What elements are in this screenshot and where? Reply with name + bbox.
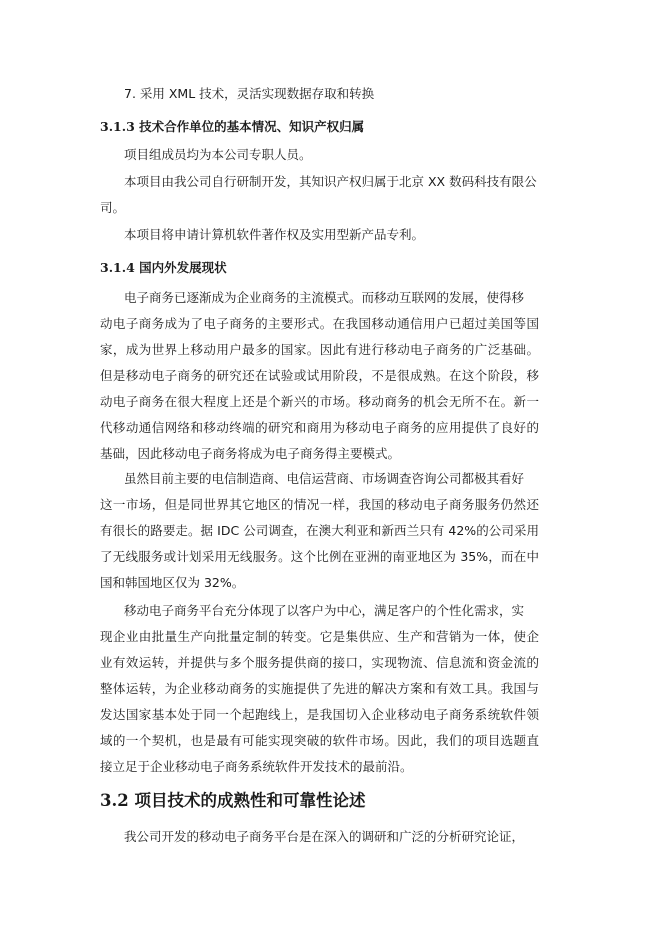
paragraph-line: 移动电子商务平台充分体现了以客户为中心，满足客户的个性化需求，实 [124,603,525,618]
paragraph-line: 动电子商务在很大程度上还是个新兴的市场。移动商务的机会无所不在。新一 [100,394,539,409]
paragraph-line: 动电子商务成为了电子商务的主要形式。在我国移动通信用户已超过美国等国 [100,316,539,331]
paragraph-line: 我公司开发的移动电子商务平台是在深入的调研和广泛的分析研究论证， [124,829,525,844]
list-item-7: 7. 采用 XML 技术，灵活实现数据存取和转换 [124,86,375,101]
paragraph-line: 项目组成员均为本公司专职人员。 [124,147,312,162]
section-heading-3-1-4: 3.1.4 国内外发展现状 [100,260,227,275]
paragraph-line: 基础，因此移动电子商务将成为电子商务得主要模式。 [100,446,401,461]
paragraph-line: 家，成为世界上移动用户最多的国家。因此有进行移动电子商务的广泛基础。 [100,342,539,357]
section-heading-3-2: 3.2 项目技术的成熟性和可靠性论述 [100,791,366,810]
paragraph-line: 了无线服务或计划采用无线服务。这个比例在亚洲的南亚地区为 35%，而在中 [100,549,539,564]
paragraph-line: 接立足于企业移动电子商务系统软件开发技术的最前沿。 [100,759,413,774]
paragraph-line: 本项目将申请计算机软件著作权及实用型新产品专利。 [124,227,425,242]
paragraph-line: 有很长的路要走。据 IDC 公司调查，在澳大利亚和新西兰只有 42%的公司采用 [100,523,539,538]
paragraph-line: 但是移动电子商务的研究还在试验或试用阶段，不是很成熟。在这个阶段，移 [100,368,539,383]
paragraph-line: 司。 [100,200,126,215]
paragraph-line: 现企业由批量生产向批量定制的转变。它是集供应、生产和营销为一体，使企 [100,629,539,644]
section-heading-3-1-3: 3.1.3 技术合作单位的基本情况、知识产权归属 [100,119,365,134]
paragraph-line: 代移动通信网络和移动终端的研究和商用为移动电子商务的应用提供了良好的 [100,420,539,435]
paragraph-line: 整体运转，为企业移动商务的实施提供了先进的解决方案和有效工具。我国与 [100,681,539,696]
paragraph-line: 虽然目前主要的电信制造商、电信运营商、市场调查咨询公司都极其看好 [124,471,525,486]
paragraph-line: 电子商务已逐渐成为企业商务的主流模式。而移动互联网的发展，使得移 [124,290,525,305]
paragraph-line: 这一市场，但是同世界其它地区的情况一样，我国的移动电子商务服务仍然还 [100,497,539,512]
paragraph-line: 域的一个契机，也是最有可能实现突破的软件市场。因此，我们的项目选题直 [100,733,539,748]
paragraph-line: 业有效运转，并提供与多个服务提供商的接口，实现物流、信息流和资金流的 [100,655,539,670]
paragraph-line: 发达国家基本处于同一个起跑线上，是我国切入企业移动电子商务系统软件领 [100,707,539,722]
paragraph-line: 国和韩国地区仅为 32%。 [100,575,245,590]
paragraph-line: 本项目由我公司自行研制开发，其知识产权归属于北京 XX 数码科技有限公 [124,174,537,189]
